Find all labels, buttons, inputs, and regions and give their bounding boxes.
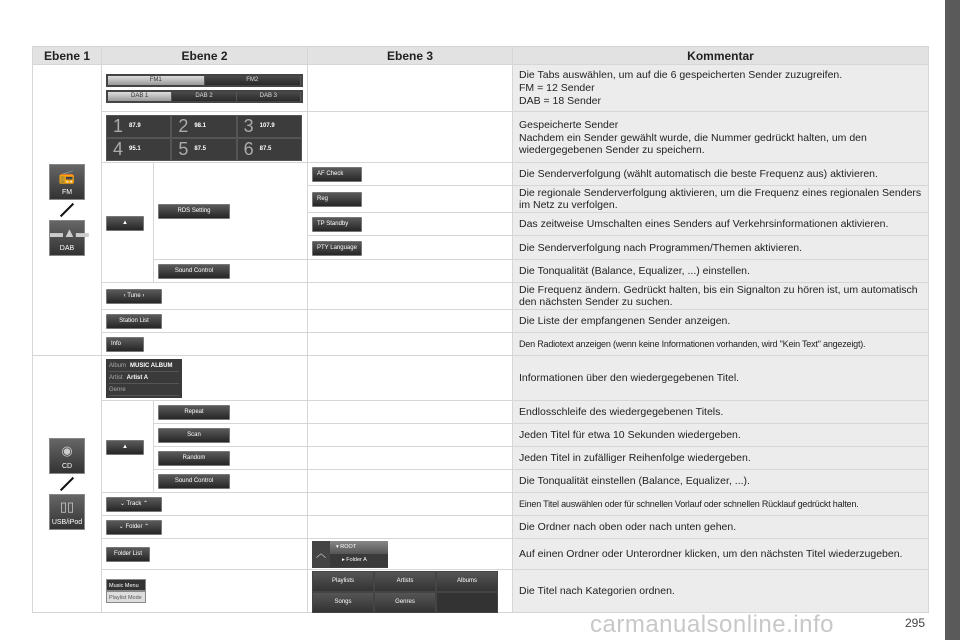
tp-standby-button[interactable]: TP Standby [312, 217, 362, 232]
tab-fm1[interactable]: FM1 [108, 76, 205, 85]
usb-source-button[interactable] [49, 494, 85, 530]
table-row [33, 283, 929, 310]
table-row [33, 516, 929, 539]
tab-dab2[interactable]: DAB 2 [172, 92, 236, 101]
comment-repeat: Endlosschleife des wiedergegebenen Titels. [513, 401, 929, 424]
fm-source-button[interactable] [49, 164, 85, 200]
preset-button[interactable] [237, 115, 302, 138]
dab-label: DAB [59, 245, 75, 252]
folder-up-icon[interactable]: ︿ [316, 548, 326, 560]
reg-button[interactable]: Reg [312, 192, 362, 207]
slash-divider [60, 203, 74, 217]
table-row [33, 65, 929, 112]
comment-af: Die Senderverfolgung (wählt automatisch die beste Frequenz aus) aktivieren. [513, 163, 929, 186]
category-albums[interactable]: Albums [436, 571, 498, 592]
radio-source-cell [33, 65, 102, 356]
cd-icon: ◉ [61, 443, 73, 458]
empty-cell [308, 260, 513, 283]
table-row [33, 310, 929, 333]
category-playlists[interactable]: Playlists [312, 571, 374, 592]
comment-tabs [513, 65, 929, 112]
up-cell [102, 163, 154, 283]
table-row [33, 401, 929, 424]
preset-button[interactable] [106, 138, 171, 161]
up-button[interactable]: ▲ [106, 440, 144, 455]
track-info-panel [106, 359, 182, 398]
artist-label: Artist [109, 374, 123, 381]
radio-icon: 📻 [58, 169, 76, 184]
watermark: carmanualsonline.info [590, 611, 834, 638]
preset-button[interactable] [106, 115, 171, 138]
empty-cell [308, 470, 513, 493]
preset-number: 1 [112, 115, 123, 136]
scan-button[interactable]: Scan [158, 428, 230, 443]
preset-frequency: 87.5 [194, 146, 207, 152]
comment-music-menu: Die Titel nach Kategorien ordnen. [513, 570, 929, 613]
page-number: 295 [905, 616, 926, 630]
comment-folder: Die Ordner nach oben oder nach unten gehen. [513, 516, 929, 539]
af-check-button[interactable]: AF Check [312, 167, 362, 182]
table-row [33, 447, 929, 470]
comment-sound2: Die Tonqualität einstellen (Balance, Equalizer, ...). [513, 470, 929, 493]
fm-tabs [106, 74, 303, 87]
music-menu-button[interactable]: Music Menu [106, 579, 146, 591]
empty-cell [308, 516, 513, 539]
preset-number: 3 [243, 115, 254, 136]
comment-scan: Jeden Titel für etwa 10 Sekunden wiedergeben. [513, 424, 929, 447]
tune-button[interactable]: ‹ Tune › [106, 289, 162, 304]
sound-control-button[interactable]: Sound Control [158, 474, 230, 489]
comment-sound: Die Tonqualität (Balance, Equalizer, ...) einstellen. [513, 260, 929, 283]
empty-cell [308, 401, 513, 424]
comment-line: DAB = 18 Sender [519, 95, 602, 107]
comment-presets [513, 112, 929, 163]
empty-cell [308, 493, 513, 516]
preset-frequency: 98.1 [194, 123, 207, 129]
table-row [33, 539, 929, 570]
page-edge-bar [945, 0, 960, 640]
genre-label: Genre [109, 386, 126, 393]
empty-cell [308, 447, 513, 470]
rds-setting-button[interactable]: RDS Setting [158, 204, 230, 219]
table-row [33, 424, 929, 447]
preset-button[interactable] [171, 115, 236, 138]
tab-dab3[interactable]: DAB 3 [237, 92, 301, 101]
table-row [33, 570, 929, 613]
empty-cell [308, 310, 513, 333]
empty-cell [308, 112, 513, 163]
presets-cell [102, 112, 308, 163]
table-row [33, 260, 929, 283]
station-list-button[interactable]: Station List [106, 314, 162, 329]
folder-list-button[interactable]: Folder List [106, 547, 150, 562]
playlist-mode-button[interactable]: Playlist Mode [106, 591, 146, 603]
folder-a[interactable]: ▸ Folder A [330, 554, 388, 567]
tabs-cell [102, 65, 308, 112]
comment-album: Informationen über den wiedergegebenen Titel. [513, 356, 929, 401]
artist-value: Artist A [126, 374, 149, 381]
folder-root[interactable]: ▾ ROOT [330, 541, 388, 554]
rds-cell [154, 163, 308, 260]
header-level3: Ebene 3 [308, 47, 513, 65]
preset-number: 4 [112, 138, 123, 159]
category-songs[interactable]: Songs [312, 592, 374, 613]
slash-divider [60, 477, 74, 491]
preset-button[interactable] [171, 138, 236, 161]
preset-button[interactable] [237, 138, 302, 161]
comment-pty: Die Senderverfolgung nach Programmen/Themen aktivieren. [513, 236, 929, 260]
empty-cell [308, 333, 513, 356]
table-row [33, 470, 929, 493]
header-level2: Ebene 2 [102, 47, 308, 65]
dab-tabs [106, 90, 303, 103]
category-grid [312, 571, 498, 611]
info-button[interactable]: Info [106, 337, 144, 352]
dab-source-button[interactable] [49, 220, 89, 256]
preset-grid [106, 115, 302, 160]
comment-tune: Die Frequenz ändern. Gedrückt halten, bis ein Signalton zu hören ist, um automatisch den nächsten Sender zu suchen. [513, 283, 929, 310]
category-artists[interactable]: Artists [374, 571, 436, 592]
preset-number: 5 [178, 138, 189, 159]
empty-cell [308, 356, 513, 401]
category-empty [436, 592, 498, 613]
table-header [33, 47, 929, 65]
menu-table [32, 46, 929, 613]
preset-frequency: 95.1 [129, 146, 141, 152]
cd-source-button[interactable] [49, 438, 85, 474]
table-row [33, 163, 929, 186]
comment-station: Die Liste der empfangenen Sender anzeigen. [513, 310, 929, 333]
comment-line: Gespeicherte Sender [519, 118, 619, 131]
comment-folder-list: Auf einen Ordner oder Unterordner klicken, um den nächsten Titel wiederzugeben. [513, 539, 929, 570]
comment-line: Nachdem ein Sender gewählt wurde, die Nummer gedrückt halten, um den wiedergegebenen Sender zu speichern. [519, 131, 867, 156]
album-label: Album [109, 362, 127, 369]
track-button[interactable]: ⌄ Track ⌃ [106, 497, 162, 512]
tab-dab1[interactable]: DAB 1 [108, 92, 172, 101]
header-comment: Kommentar [513, 47, 929, 65]
dab-icon: ▬▲▬ [50, 225, 89, 240]
repeat-button[interactable]: Repeat [158, 405, 230, 420]
comment-line: FM = 12 Sender [519, 82, 595, 94]
preset-frequency: 107.9 [259, 123, 275, 129]
sound-control-button[interactable]: Sound Control [158, 264, 230, 279]
comment-tp: Das zeitweise Umschalten eines Senders auf Verkehrsinformationen aktivieren. [513, 213, 929, 236]
empty-cell [308, 65, 513, 112]
table-row [33, 333, 929, 356]
empty-cell [308, 283, 513, 310]
tab-fm2[interactable]: FM2 [205, 76, 302, 85]
table-row [33, 112, 929, 163]
comment-random: Jeden Titel in zufälliger Reihenfolge wiedergeben. [513, 447, 929, 470]
preset-number: 6 [243, 138, 254, 159]
folder-button[interactable]: ⌄ Folder ⌃ [106, 520, 162, 535]
cd-label: CD [61, 463, 73, 470]
table-row [33, 356, 929, 401]
media-source-cell [33, 356, 102, 613]
comment-track: Einen Titel auswählen oder für schnellen Vorlauf oder schnellen Rücklauf gedrückt halten. [513, 493, 929, 516]
up-button[interactable]: ▲ [106, 216, 144, 231]
usb-ipod-icon: ▯▯ [59, 499, 75, 514]
folder-tree [312, 541, 388, 568]
table-row [33, 493, 929, 516]
empty-cell [308, 424, 513, 447]
usb-label: USB/iPod [51, 519, 83, 526]
preset-frequency: 87.5 [259, 146, 272, 152]
comment-reg: Die regionale Senderverfolgung aktivieren, um die Frequenz eines regionalen Senders im Netz zu verfolgen. [513, 186, 929, 213]
category-genres[interactable]: Genres [374, 592, 436, 613]
comment-line: Die Tabs auswählen, um auf die 6 gespeicherten Sender zuzugreifen. [519, 69, 843, 81]
fm-label: FM [61, 189, 73, 196]
random-button[interactable]: Random [158, 451, 230, 466]
preset-frequency: 87.9 [129, 123, 141, 129]
music-menu-panel [106, 579, 146, 603]
pty-language-button[interactable]: PTY Language [312, 241, 362, 256]
preset-number: 2 [178, 115, 189, 136]
comment-info: Den Radiotext anzeigen (wenn keine Informationen vorhanden, wird "Kein Text" angezeigt). [513, 333, 929, 356]
up-cell [102, 401, 154, 493]
header-level1: Ebene 1 [33, 47, 102, 65]
album-value: MUSIC ALBUM [130, 362, 173, 369]
